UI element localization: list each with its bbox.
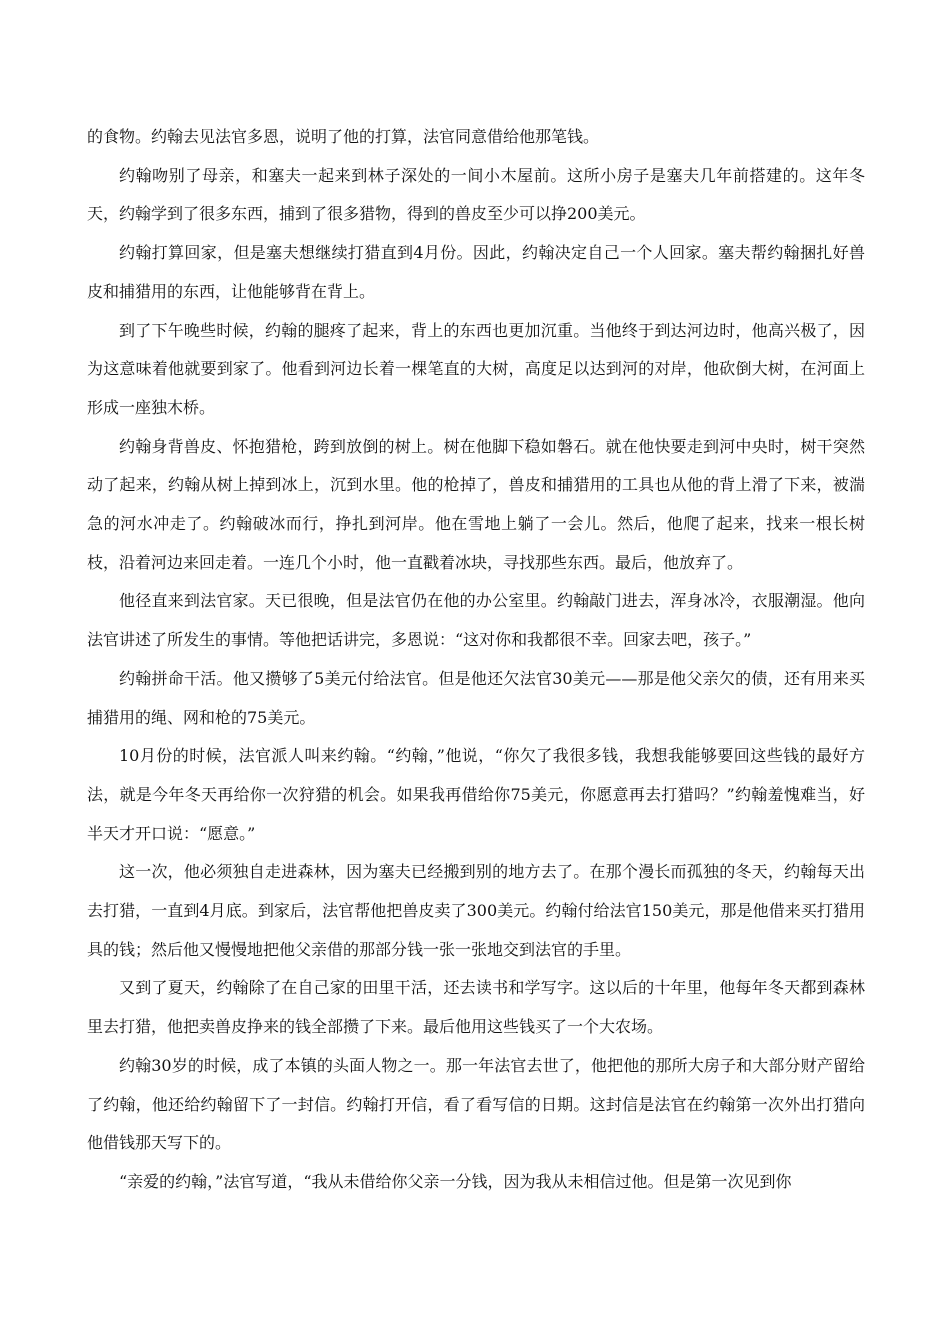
paragraph-7: 约翰拼命干活。他又攒够了5美元付给法官。但是他还欠法官30美元——那是他父亲欠的债，还有用来买捕猎用的绳、网和枪的75美元。 [87, 668, 865, 727]
paragraph-4: 到了下午晚些时候，约翰的腿疼了起来，背上的东西也更加沉重。当他终于到达河边时，他高兴极了，因为这意味着他就要到家了。他看到河边长着一棵笔直的大树，高度足以达到河的对岸，他砍倒大树，在河面上形成一座独木桥。 [87, 320, 865, 417]
document-body [87, 118, 865, 1202]
paragraph-5: 约翰身背兽皮、怀抱猎枪，跨到放倒的树上。树在他脚下稳如磐石。就在他快要走到河中央时，树干突然动了起来，约翰从树上掉到冰上，沉到水里。他的枪掉了，兽皮和捕猎用的工具也从他的背上滑了下来，被湍急的河水冲走了。约翰破冰而行，挣扎到河岸。他在雪地上躺了一会儿。然后，他爬了起来，找来一根长树枝，沿着河边来回走着。一连几个小时，他一直戳着冰块，寻找那些东西。最后，他放弃了。 [87, 436, 865, 572]
paragraph-9: 这一次，他必须独自走进森林，因为塞夫已经搬到别的地方去了。在那个漫长而孤独的冬天，约翰每天出去打猎，一直到4月底。到家后，法官帮他把兽皮卖了300美元。约翰付给法官150美元，那是他借来买打猎用具的钱；然后他又慢慢地把他父亲借的那部分钱一张一张地交到法官的手里。 [87, 862, 865, 959]
paragraph-6: 他径直来到法官家。天已很晚，但是法官仍在他的办公室里。约翰敲门进去，浑身冰冷，衣服潮湿。他向法官讲述了所发生的事情。等他把话讲完，多恩说：“这对你和我都很不幸。回家去吧，孩子。” [87, 591, 865, 650]
paragraph-12: “亲爱的约翰，”法官写道，“我从未借给你父亲一分钱，因为我从未相信过他。但是第一次见到你 [119, 1171, 792, 1191]
paragraph-3: 约翰打算回家，但是塞夫想继续打猎直到4月份。因此，约翰决定自己一个人回家。塞夫帮约翰捆扎好兽皮和捕猎用的东西，让他能够背在背上。 [87, 243, 865, 301]
paragraph-2: 约翰吻别了母亲，和塞夫一起来到林子深处的一间小木屋前。这所小房子是塞夫几年前搭建的。这年冬天，约翰学到了很多东西，捕到了很多猎物，得到的兽皮至少可以挣200美元。 [87, 165, 865, 224]
paragraph-11: 约翰30岁的时候，成了本镇的头面人物之一。那一年法官去世了，他把他的那所大房子和大部分财产留给了约翰，他还给约翰留下了一封信。约翰打开信，看了看写信的日期。这封信是法官在约翰第一次外出打猎向他借钱那天写下的。 [87, 1055, 865, 1153]
paragraph-10: 又到了夏天，约翰除了在自己家的田里干活，还去读书和学写字。这以后的十年里，他每年冬天都到森林里去打猎，他把卖兽皮挣来的钱全部攒了下来。最后他用这些钱买了一个大农场。 [87, 978, 865, 1037]
paragraph-8: 10月份的时候，法官派人叫来约翰。“约翰，”他说，“你欠了我很多钱，我想我能够要回这些钱的最好方法，就是今年冬天再给你一次狩猎的机会。如果我再借给你75美元，你愿意再去打猎吗？”约翰羞愧难当，好半天才开口说：“愿意。” [87, 746, 865, 843]
paragraph-1: 的食物。约翰去见法官多恩，说明了他的打算，法官同意借给他那笔钱。 [87, 127, 600, 146]
